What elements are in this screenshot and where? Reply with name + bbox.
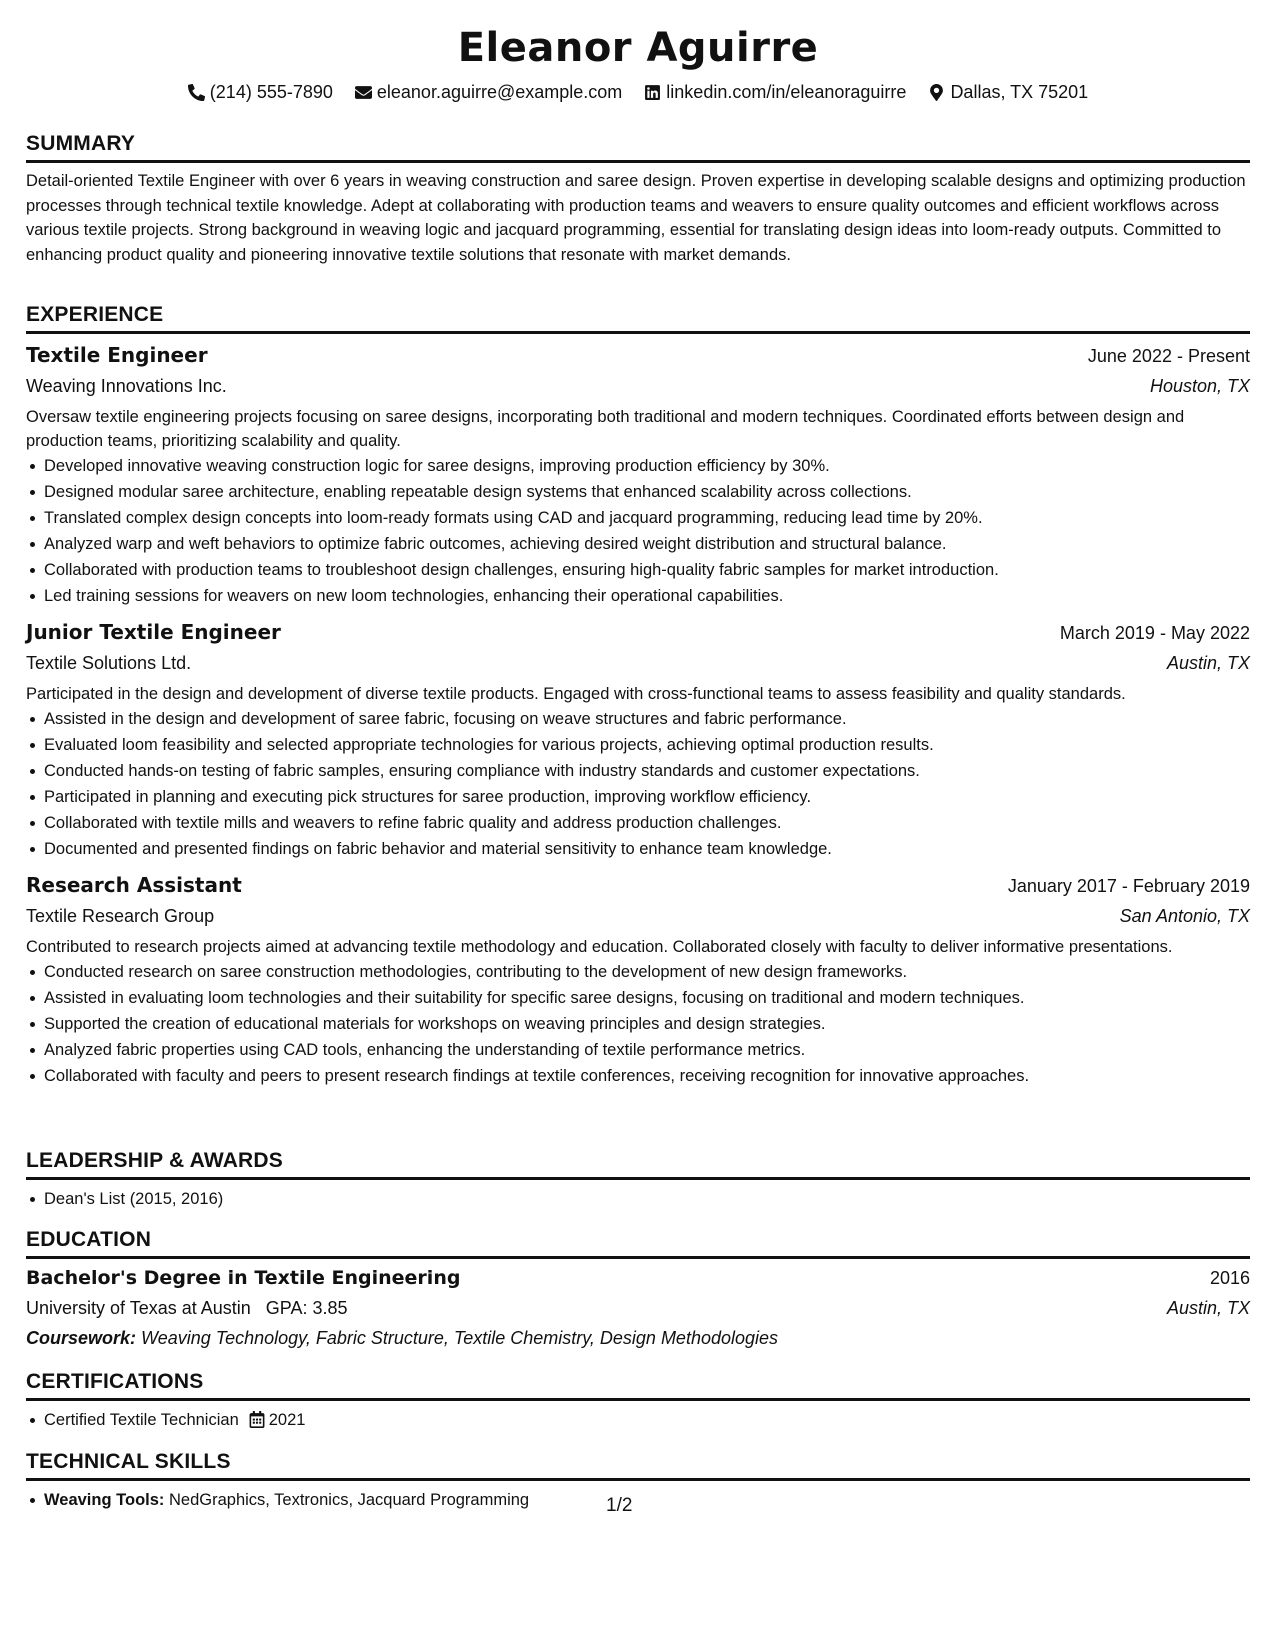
section-title-leadership: LEADERSHIP & AWARDS [26, 1148, 1250, 1180]
job-entry [26, 340, 1250, 609]
section-title-experience: EXPERIENCE [26, 302, 1250, 334]
contact-location [928, 80, 1088, 104]
list-item: Documented and presented findings on fabric behavior and material sensitivity to enhance team knowledge. [26, 836, 1250, 862]
certifications-section [26, 1369, 1250, 1436]
job-description: Oversaw textile engineering projects focusing on saree designs, incorporating both traditional and modern techniques. Coordinated efforts between design and production teams, prioritizing scalability and quality. [26, 408, 1185, 450]
section-title-skills: TECHNICAL SKILLS [26, 1449, 1250, 1481]
contact-linkedin [644, 80, 906, 104]
list-item: Evaluated loom feasibility and selected appropriate technologies for various projects, achieving optimal production results. [26, 732, 1250, 758]
list-item: Collaborated with production teams to troubleshoot design challenges, ensuring high-quality fabric samples for market introduction. [26, 557, 1250, 583]
gpa: GPA: 3.85 [265, 1298, 348, 1318]
job-bullets [26, 959, 1250, 1089]
contact-bar [26, 80, 1250, 104]
section-title-education: EDUCATION [26, 1227, 1250, 1259]
list-item: Assisted in the design and development of saree fabric, focusing on weave structures and fabric performance. [26, 706, 1250, 732]
list-item [26, 1407, 1250, 1436]
job-description: Contributed to research projects aimed at advancing textile methodology and education. Collaborated closely with faculty to deliver informative presentations. [26, 938, 1173, 956]
skills-section [26, 1449, 1250, 1513]
list-item: Developed innovative weaving construction logic for saree designs, improving production efficiency by 30%. [26, 453, 1250, 479]
list-item: Analyzed fabric properties using CAD tools, enhancing the understanding of textile performance metrics. [26, 1037, 1250, 1063]
skill-label: Weaving Tools: [44, 1491, 165, 1509]
linkedin-icon [644, 84, 661, 101]
list-item: Translated complex design concepts into loom-ready formats using CAD and jacquard programming, reducing lead time by 20%. [26, 505, 1250, 531]
phone-icon [188, 84, 205, 101]
coursework [26, 1323, 1250, 1353]
envelope-icon [355, 84, 372, 101]
job-location: San Antonio, TX [1119, 906, 1250, 926]
job-dates: June 2022 - Present [1087, 346, 1250, 366]
contact-email [355, 80, 622, 104]
section-title-summary: SUMMARY [26, 131, 1250, 163]
list-item: Dean's List (2015, 2016) [26, 1186, 1250, 1212]
map-marker-icon [928, 84, 945, 101]
job-company: Textile Solutions Ltd. [26, 653, 192, 673]
job-title: Junior Textile Engineer [26, 620, 281, 644]
list-item: Participated in planning and executing pick structures for saree production, improving workflow efficiency. [26, 784, 1250, 810]
coursework-list: Weaving Technology, Fabric Structure, Textile Chemistry, Design Methodologies [141, 1328, 779, 1348]
job-title: Research Assistant [26, 873, 242, 897]
job-bullets [26, 706, 1250, 862]
awards-list [26, 1186, 1250, 1212]
contact-phone [188, 80, 333, 104]
email-link[interactable]: eleanor.aguirre@example.com [376, 82, 623, 102]
certification-year: 2021 [268, 1411, 306, 1429]
job-entry [26, 870, 1250, 1089]
list-item: Collaborated with faculty and peers to present research findings at textile conferences, receiving recognition for innovative approaches. [26, 1063, 1250, 1089]
certification-name: Certified Textile Technician [44, 1411, 239, 1429]
job-company: Textile Research Group [26, 906, 215, 926]
graduation-year: 2016 [1209, 1268, 1250, 1288]
skill-value: NedGraphics, Textronics, Jacquard Programming [169, 1491, 530, 1509]
school-location: Austin, TX [1166, 1298, 1250, 1318]
job-dates: March 2019 - May 2022 [1059, 623, 1250, 643]
list-item: Designed modular saree architecture, enabling repeatable design systems that enhanced scalability across collections. [26, 479, 1250, 505]
job-company: Weaving Innovations Inc. [26, 376, 227, 396]
coursework-label: Coursework: [26, 1328, 137, 1348]
job-bullets [26, 453, 1250, 609]
job-entry [26, 617, 1250, 862]
job-dates: January 2017 - February 2019 [1007, 876, 1250, 896]
list-item: Led training sessions for weavers on new loom technologies, enhancing their operational capabilities. [26, 583, 1250, 609]
list-item: Conducted hands-on testing of fabric samples, ensuring compliance with industry standards and customer expectations. [26, 758, 1250, 784]
phone-text: (214) 555-7890 [209, 82, 333, 102]
summary-text: Detail-oriented Textile Engineer with over 6 years in weaving construction and saree design. Proven expertise in developing scalable designs and optimizing production processes through technical textile knowledge. Adept at collaborating with production teams and weavers to ensure quality outcomes and efficient workflows across various textile projects. Strong background in weaving logic and jacquard programming, essential for translating design ideas into loom-ready outputs. Committed to enhancing product quality and pioneering innovative textile solutions that resonate with market demands. [26, 172, 1246, 264]
job-description: Participated in the design and development of diverse textile products. Engaged with cross-functional teams to assess feasibility and quality standards. [26, 685, 1126, 703]
list-item: Conducted research on saree construction methodologies, contributing to the development of new design frameworks. [26, 959, 1250, 985]
list-item: Analyzed warp and weft behaviors to optimize fabric outcomes, achieving desired weight distribution and structural balance. [26, 531, 1250, 557]
degree-title: Bachelor's Degree in Textile Engineering [26, 1267, 461, 1289]
skills-list [26, 1487, 1250, 1513]
section-title-certifications: CERTIFICATIONS [26, 1369, 1250, 1401]
page-number: 1/2 [606, 1495, 633, 1516]
job-title: Textile Engineer [26, 343, 208, 367]
calendar-icon [249, 1410, 265, 1436]
experience-section [26, 302, 1250, 1089]
education-section [26, 1227, 1250, 1353]
school-name: University of Texas at Austin [26, 1298, 251, 1318]
list-item: Assisted in evaluating loom technologies and their suitability for specific saree designs, focusing on traditional and modern techniques. [26, 985, 1250, 1011]
list-item: Collaborated with textile mills and weavers to refine fabric quality and address production challenges. [26, 810, 1250, 836]
candidate-name: Eleanor Aguirre [457, 25, 819, 71]
list-item [26, 1487, 1250, 1513]
linkedin-link[interactable]: linkedin.com/in/eleanoraguirre [666, 82, 907, 102]
list-item: Supported the creation of educational materials for workshops on weaving principles and design strategies. [26, 1011, 1250, 1037]
job-location: Houston, TX [1149, 376, 1250, 396]
summary-section [26, 131, 1250, 267]
job-location: Austin, TX [1166, 653, 1250, 673]
location-text: Dallas, TX 75201 [950, 82, 1089, 102]
leadership-section [26, 1148, 1250, 1212]
certifications-list [26, 1407, 1250, 1436]
